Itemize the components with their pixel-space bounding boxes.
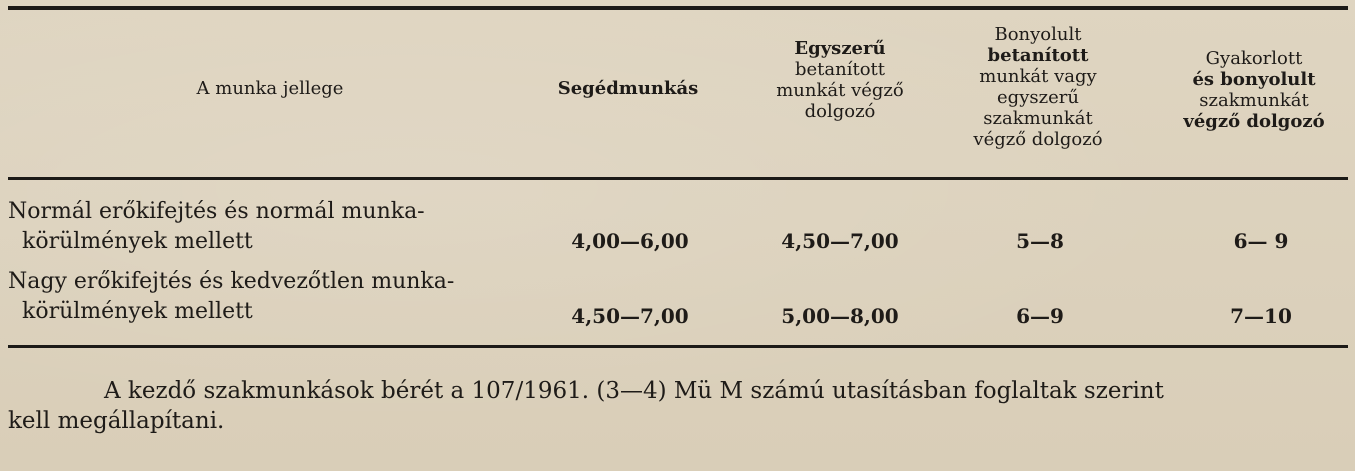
- header-skilled-line-4: végző dolgozó: [1183, 111, 1325, 132]
- footnote-paragraph: [8, 376, 1338, 436]
- table-cell: 7—10: [1230, 304, 1292, 328]
- header-simple-trained: [742, 38, 938, 122]
- table-top-rule: [8, 6, 1348, 10]
- table-cell: 6—9: [1016, 304, 1064, 328]
- table-row-label: [8, 197, 425, 257]
- table-cell: 4,50—7,00: [781, 229, 899, 253]
- header-work-type-text: A munka jellege: [196, 78, 344, 99]
- header-complex-trained-line-5: szakmunkát: [983, 108, 1093, 129]
- header-skilled-line-2: és bonyolult: [1192, 69, 1316, 90]
- footnote-line-1: A kezdő szakmunkások bérét a 107/1961. (3—4) Mü M számú utasításban foglaltak szerint: [104, 378, 1164, 404]
- table-header-rule: [8, 177, 1348, 180]
- table-cell: 4,50—7,00: [571, 304, 689, 328]
- table-bottom-rule: [8, 345, 1348, 348]
- row-label-line-2: körülmények mellett: [22, 299, 253, 324]
- header-simple-trained-line-1: Egyszerű: [794, 38, 886, 59]
- table-cell: 6— 9: [1233, 229, 1289, 253]
- row-label-line-1: Normál erőkifejtés és normál munka-: [8, 199, 425, 224]
- footnote-line-2: kell megállapítani.: [8, 408, 225, 434]
- header-work-type: [150, 78, 390, 99]
- header-complex-trained-line-6: végző dolgozó: [973, 129, 1103, 150]
- row-label-line-2: körülmények mellett: [22, 229, 253, 254]
- table-row-label: [8, 267, 454, 327]
- header-skilled-line-3: szakmunkát: [1199, 90, 1309, 111]
- table-cell: 5,00—8,00: [781, 304, 899, 328]
- header-simple-trained-line-3: munkát végző: [776, 80, 904, 101]
- table-cell: 5—8: [1016, 229, 1064, 253]
- header-simple-trained-line-2: betanított: [794, 59, 886, 80]
- header-skilled: [1164, 48, 1344, 132]
- header-complex-trained-line-1: Bonyolult: [994, 24, 1082, 45]
- table-cell: 4,00—6,00: [571, 229, 689, 253]
- header-complex-trained-line-3: munkát vagy: [979, 66, 1097, 87]
- header-simple-trained-line-4: dolgozó: [804, 101, 876, 122]
- header-assistant-text: Segédmunkás: [557, 78, 699, 99]
- header-complex-trained-line-2: betanított: [987, 45, 1089, 66]
- header-assistant: [540, 78, 716, 99]
- header-complex-trained-line-4: egyszerű: [997, 87, 1079, 108]
- row-label-line-1: Nagy erőkifejtés és kedvezőtlen munka-: [8, 269, 455, 294]
- header-complex-trained: [946, 24, 1130, 150]
- header-skilled-line-1: Gyakorlott: [1205, 48, 1303, 69]
